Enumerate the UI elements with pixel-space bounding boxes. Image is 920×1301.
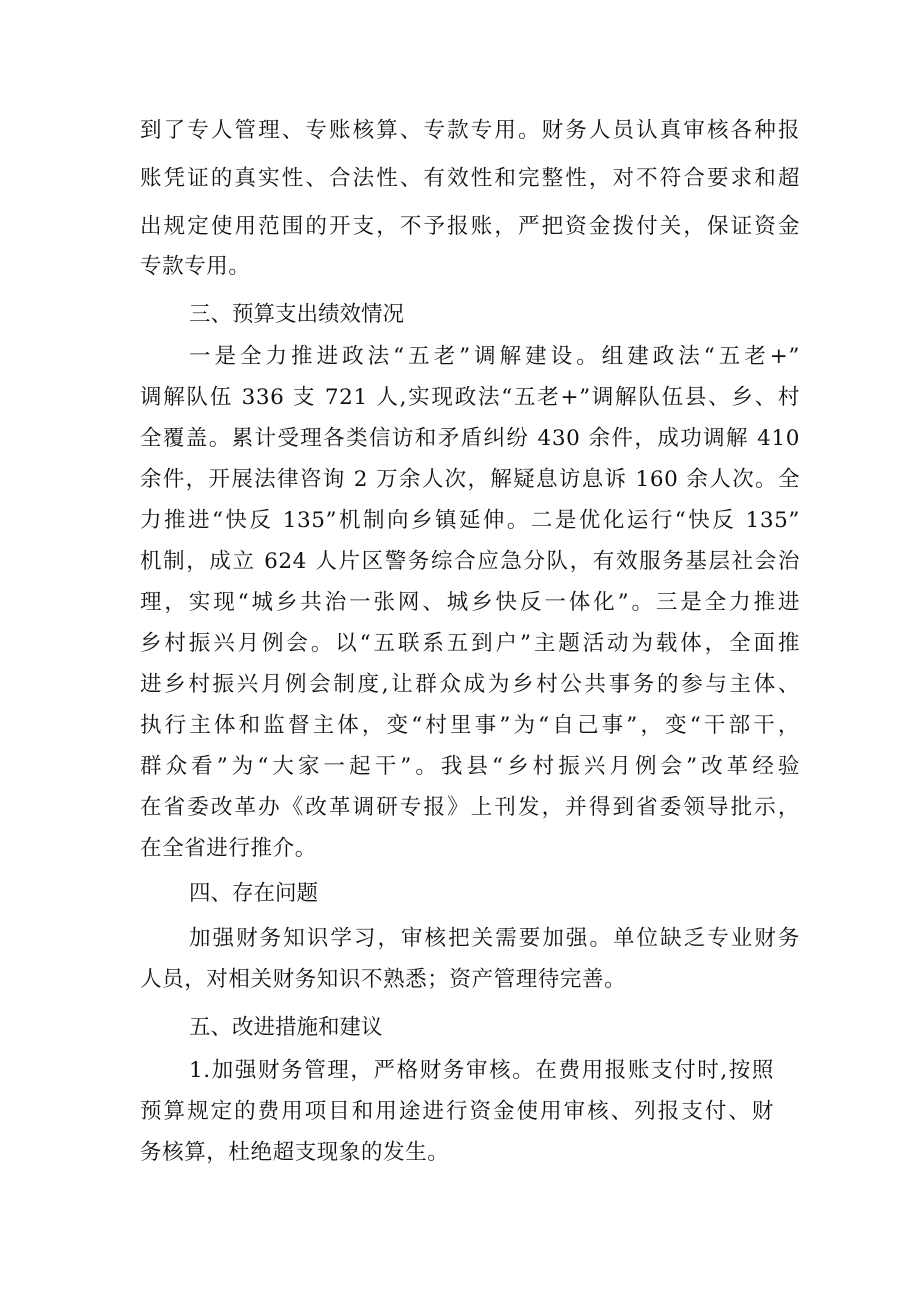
section-4-line-1: 加强财务知识学习，审核把关需要加强。单位缺乏专业财务 bbox=[189, 926, 800, 951]
section-3-line-4: 余件，开展法律咨询 2 万余人次，解疑息访息诉 160 余人次。全 bbox=[140, 467, 800, 492]
section-5-heading: 五、改进措施和建议 bbox=[189, 1015, 383, 1040]
section-4-line-2: 人员，对相关财务知识不熟悉；资产管理待完善。 bbox=[140, 967, 627, 992]
section-3-line-8: 乡村振兴月例会。以“五联系五到户”主题活动为载体，全面推 bbox=[140, 631, 800, 656]
section-3-line-1: 一是全力推进政法“五老”调解建设。组建政法“五老+” bbox=[189, 344, 800, 369]
section-3-line-7: 理，实现“城乡共治一张网、城乡快反一体化”。三是全力推进 bbox=[140, 590, 800, 615]
intro-line-1: 到了专人管理、专账核算、专款专用。财务人员认真审核各种报 bbox=[140, 118, 800, 143]
section-3-line-5: 力推进“快反 135”机制向乡镇延伸。二是优化运行“快反 135” bbox=[140, 508, 800, 533]
intro-line-4: 专款专用。 bbox=[140, 254, 251, 279]
section-3-line-6: 机制，成立 624 人片区警务综合应急分队，有效服务基层社会治 bbox=[140, 549, 800, 574]
section-3-line-9: 进乡村振兴月例会制度,让群众成为乡村公共事务的参与主体、 bbox=[140, 672, 800, 697]
intro-line-3: 出规定使用范围的开支，不予报账，严把资金拨付关，保证资金 bbox=[140, 214, 800, 239]
section-3-line-13: 在全省进行推介。 bbox=[140, 836, 317, 861]
section-3-line-3: 全覆盖。累计受理各类信访和矛盾纠纷 430 余件，成功调解 410 bbox=[140, 426, 800, 451]
section-3-line-10: 执行主体和监督主体，变“村里事”为“自己事”，变“干部干， bbox=[140, 713, 800, 738]
intro-line-2: 账凭证的真实性、合法性、有效性和完整性，对不符合要求和超 bbox=[140, 166, 800, 191]
section-5-line-3: 务核算，杜绝超支现象的发生。 bbox=[140, 1140, 450, 1165]
section-3-line-12: 在省委改革办《改革调研专报》上刊发，并得到省委领导批示， bbox=[140, 795, 800, 820]
section-3-heading: 三、预算支出绩效情况 bbox=[189, 302, 405, 327]
section-3-line-11: 群众看”为“大家一起干”。我县“乡村振兴月例会”改革经验 bbox=[140, 754, 800, 779]
section-5-line-1: 1.加强财务管理，严格财务审核。在费用报账支付时,按照 bbox=[189, 1058, 774, 1083]
section-4-heading: 四、存在问题 bbox=[189, 881, 319, 906]
section-3-line-2: 调解队伍 336 支 721 人,实现政法“五老+”调解队伍县、乡、村 bbox=[140, 385, 800, 410]
section-5-line-2: 预算规定的费用项目和用途进行资金使用审核、列报支付、财 bbox=[140, 1099, 774, 1124]
